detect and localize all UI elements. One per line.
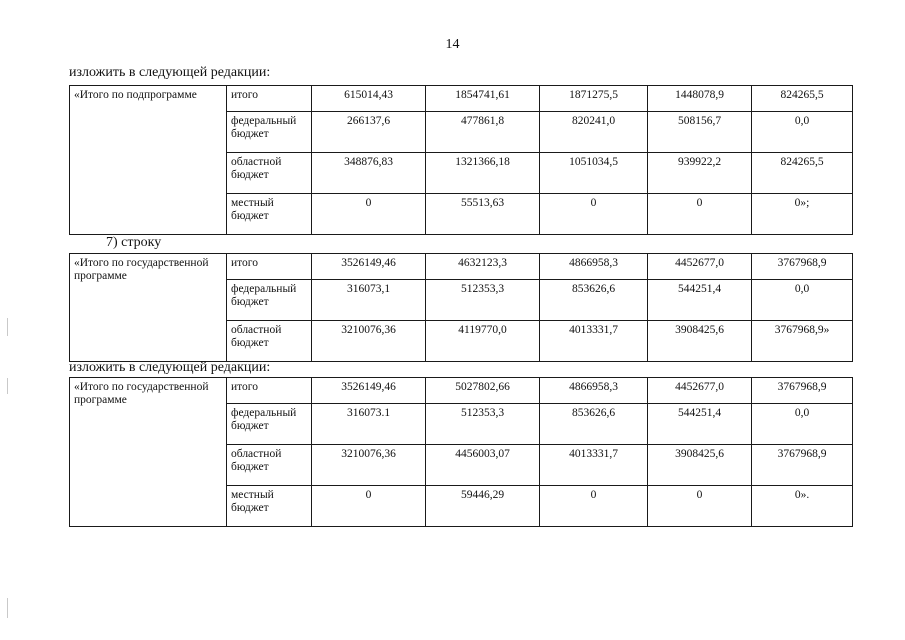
source-cell: федеральный бюджет	[227, 280, 312, 321]
source-cell: областной бюджет	[227, 445, 312, 486]
value-cell: 0	[540, 194, 648, 235]
value-cell: 3908425,6	[648, 445, 752, 486]
table-row	[70, 378, 853, 404]
value-cell: 316073.1	[312, 404, 426, 445]
value-cell: 0	[648, 486, 752, 527]
source-cell: областной бюджет	[227, 153, 312, 194]
section1-heading: изложить в следующей редакции:	[69, 65, 271, 80]
value-cell: 4013331,7	[540, 321, 648, 362]
value-cell: 477861,8	[426, 112, 540, 153]
value-cell: 0,0	[752, 404, 853, 445]
row-name-cell: «Итого по государственной программе	[70, 378, 227, 527]
value-cell: 3767968,9	[752, 378, 853, 404]
source-cell: итого	[227, 254, 312, 280]
section2-heading: 7) строку	[106, 235, 162, 250]
value-cell: 3210076,36	[312, 321, 426, 362]
value-cell: 853626,6	[540, 404, 648, 445]
source-cell: областной бюджет	[227, 321, 312, 362]
value-cell: 3767968,9	[752, 445, 853, 486]
value-cell: 4452677,0	[648, 378, 752, 404]
value-cell: 4632123,3	[426, 254, 540, 280]
program-totals-new-table	[69, 377, 853, 527]
value-cell: 5027802,66	[426, 378, 540, 404]
source-cell: федеральный бюджет	[227, 404, 312, 445]
value-cell: 824265,5	[752, 153, 853, 194]
value-cell: 4119770,0	[426, 321, 540, 362]
page-number: 14	[445, 37, 460, 52]
table-row	[70, 86, 853, 112]
value-cell: 0».	[752, 486, 853, 527]
program-totals-old-table	[69, 253, 853, 362]
value-cell: 59446,29	[426, 486, 540, 527]
subprogram-totals-table	[69, 85, 853, 235]
value-cell: 544251,4	[648, 404, 752, 445]
value-cell: 1051034,5	[540, 153, 648, 194]
scan-mark	[7, 378, 8, 394]
value-cell: 824265,5	[752, 86, 853, 112]
value-cell: 0	[540, 486, 648, 527]
row-name-cell: «Итого по государственной программе	[70, 254, 227, 362]
value-cell: 3526149,46	[312, 378, 426, 404]
value-cell: 1854741,61	[426, 86, 540, 112]
value-cell: 0»;	[752, 194, 853, 235]
value-cell: 3526149,46	[312, 254, 426, 280]
value-cell: 266137,6	[312, 112, 426, 153]
value-cell: 1321366,18	[426, 153, 540, 194]
value-cell: 0	[312, 486, 426, 527]
value-cell: 316073,1	[312, 280, 426, 321]
value-cell: 3767968,9	[752, 254, 853, 280]
value-cell: 0,0	[752, 112, 853, 153]
source-cell: итого	[227, 86, 312, 112]
value-cell: 3908425,6	[648, 321, 752, 362]
value-cell: 4452677,0	[648, 254, 752, 280]
scan-mark	[7, 318, 8, 336]
section3-heading: изложить в следующей редакции:	[69, 360, 271, 375]
value-cell: 3210076,36	[312, 445, 426, 486]
source-cell: местный бюджет	[227, 486, 312, 527]
value-cell: 55513,63	[426, 194, 540, 235]
value-cell: 4456003,07	[426, 445, 540, 486]
value-cell: 820241,0	[540, 112, 648, 153]
value-cell: 512353,3	[426, 280, 540, 321]
value-cell: 853626,6	[540, 280, 648, 321]
value-cell: 0,0	[752, 280, 853, 321]
value-cell: 1448078,9	[648, 86, 752, 112]
value-cell: 3767968,9»	[752, 321, 853, 362]
value-cell: 4866958,3	[540, 378, 648, 404]
source-cell: итого	[227, 378, 312, 404]
source-cell: местный бюджет	[227, 194, 312, 235]
value-cell: 939922,2	[648, 153, 752, 194]
value-cell: 0	[648, 194, 752, 235]
value-cell: 4866958,3	[540, 254, 648, 280]
value-cell: 0	[312, 194, 426, 235]
value-cell: 4013331,7	[540, 445, 648, 486]
value-cell: 1871275,5	[540, 86, 648, 112]
value-cell: 348876,83	[312, 153, 426, 194]
scan-mark	[7, 598, 8, 618]
value-cell: 615014,43	[312, 86, 426, 112]
table-row	[70, 254, 853, 280]
value-cell: 508156,7	[648, 112, 752, 153]
source-cell: федеральный бюджет	[227, 112, 312, 153]
value-cell: 544251,4	[648, 280, 752, 321]
value-cell: 512353,3	[426, 404, 540, 445]
row-name-cell: «Итого по подпрограмме	[70, 86, 227, 235]
